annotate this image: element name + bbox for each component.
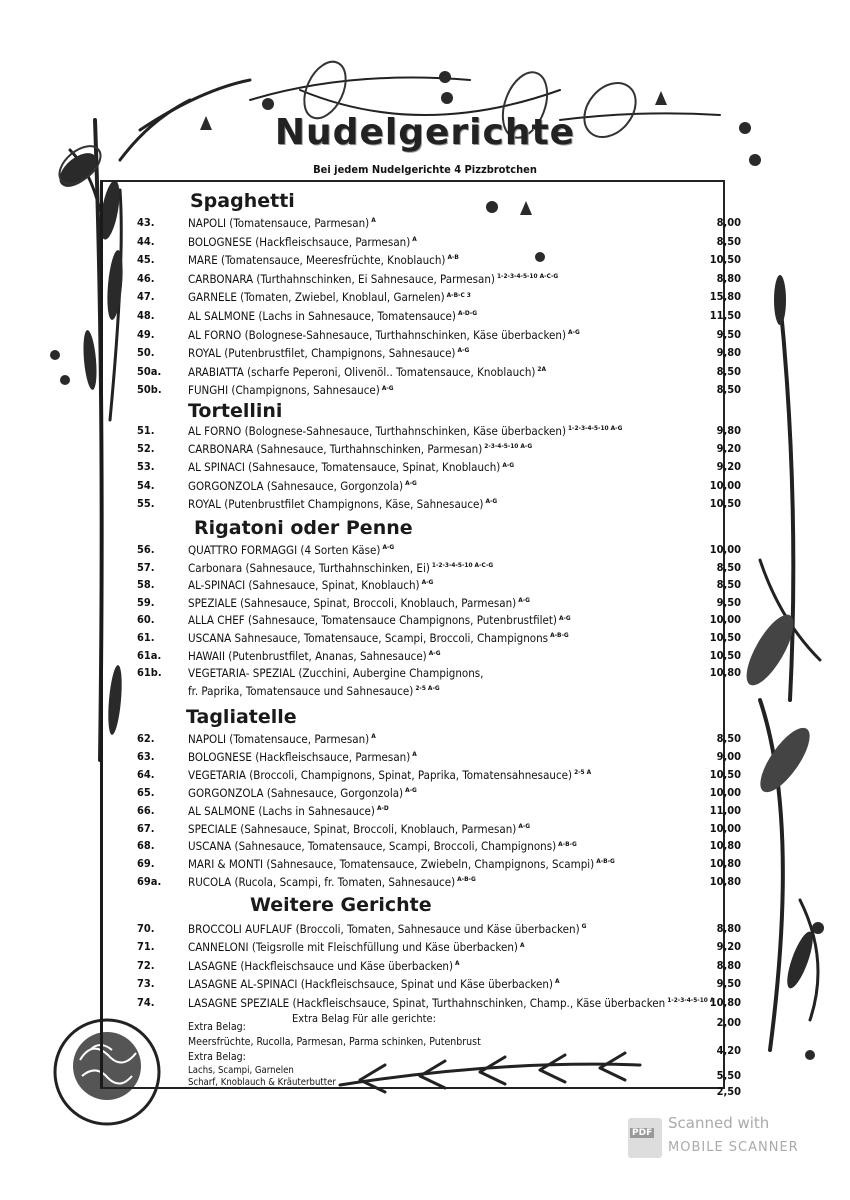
allergen-codes: A-B xyxy=(447,253,459,262)
item-description: VEGETARIA- SPEZIAL (Zucchini, Aubergine Champignons, xyxy=(188,666,484,681)
allergen-codes: 2-3-4-5-10 A-G xyxy=(484,442,533,451)
item-description: AL-SPINACI (Sahnesauce, Spinat, Knoblauch) xyxy=(188,578,420,593)
allergen-codes: A-B-G xyxy=(550,631,569,640)
item-name xyxy=(188,365,546,379)
item-number: 73. xyxy=(137,977,155,991)
item-number: 50a. xyxy=(137,364,162,378)
pdf-label: PDF xyxy=(632,1128,653,1138)
allergen-codes: A-G xyxy=(457,346,470,355)
item-description: NAPOLI (Tomatensauce, Parmesan) xyxy=(188,216,370,230)
item-number: 56. xyxy=(137,543,155,556)
item-description: AL SALMONE (Lachs in Sahnesauce, Tomatensauce) xyxy=(188,309,456,323)
item-price: 8,50 xyxy=(716,560,741,574)
item-number: 58. xyxy=(137,578,155,592)
item-number: 59. xyxy=(137,595,155,609)
item-price: 10,50 xyxy=(709,253,741,267)
item-name xyxy=(188,424,622,438)
item-description: USCANA Sahnesauce, Tomatensauce, Scampi, Broccoli, Champignons xyxy=(188,631,549,645)
item-number: 68. xyxy=(137,839,155,853)
allergen-codes: A-G xyxy=(518,595,530,604)
item-price: 10,50 xyxy=(709,767,741,781)
item-number: 45. xyxy=(137,253,155,267)
item-price: 9,20 xyxy=(716,940,741,954)
item-number: 43. xyxy=(137,216,155,229)
item-price: 10,80 xyxy=(709,875,741,889)
item-number: 60. xyxy=(137,613,155,627)
item-price: 10,80 xyxy=(709,995,741,1009)
item-price: 8,80 xyxy=(716,922,741,935)
menu-item xyxy=(0,479,850,497)
item-name xyxy=(188,235,417,249)
item-price: 10,00 xyxy=(709,785,741,799)
item-price: 9,80 xyxy=(716,424,741,437)
item-price: 8,50 xyxy=(716,383,741,397)
menu-item xyxy=(0,732,850,750)
allergen-codes: A-B-G xyxy=(596,857,615,866)
allergen-codes: 1-2-3-4-5-10 A xyxy=(667,995,715,1004)
menu-item xyxy=(0,460,850,478)
item-number: 70. xyxy=(137,922,155,935)
page-title: Nudelgerichte xyxy=(274,112,576,153)
item-description: ROYAL (Putenbrustfilet Champignons, Käse, Sahnesauce) xyxy=(188,496,484,511)
extras-price-1: 2,00 xyxy=(716,1016,741,1029)
section-title: Rigatoni oder Penne xyxy=(194,517,413,539)
item-description: MARI & MONTI (Sahnesauce, Tomatensauce, Zwiebeln, Champignons, Scampi) xyxy=(188,857,595,872)
allergen-codes: A xyxy=(519,940,525,949)
item-number: 64. xyxy=(137,767,155,781)
item-description: VEGETARIA (Broccoli, Champignons, Spinat, Paprika, Tomatensahnesauce) xyxy=(188,767,573,782)
item-description: fr. Paprika, Tomatensauce und Sahnesauce) xyxy=(188,683,414,698)
menu-item xyxy=(0,272,850,290)
item-price: 8,80 xyxy=(716,271,741,285)
extras-label-1: Extra Belag: xyxy=(188,1021,246,1033)
item-price: 9,20 xyxy=(716,442,741,456)
menu-item xyxy=(0,977,850,995)
menu-item xyxy=(0,424,850,442)
item-description: CARBONARA (Sahnesauce, Turthahnschinken, Parmesan) xyxy=(188,442,483,457)
item-number: 69a. xyxy=(137,875,162,889)
item-name xyxy=(188,272,558,286)
pdf-icon xyxy=(628,1118,662,1158)
item-description: USCANA (Sahnesauce, Tomatensauce, Scampi, Broccoli, Champignons) xyxy=(188,839,557,854)
item-description: AL SPINACI (Sahnesauce, Tomatensauce, Spinat, Knoblauch) xyxy=(188,460,501,475)
allergen-codes: A-G xyxy=(421,578,434,587)
item-number: 61. xyxy=(137,631,155,644)
item-name xyxy=(188,649,441,663)
item-description: CARBONARA (Turthahnschinken, Ei Sahnesauce, Parmesan) xyxy=(188,271,495,286)
section-title: Weitere Gerichte xyxy=(250,894,432,916)
item-number: 46. xyxy=(137,271,155,285)
item-number: 44. xyxy=(137,234,155,248)
allergen-codes: A-D-G xyxy=(457,309,478,318)
menu-item xyxy=(0,309,850,327)
item-price: 10,80 xyxy=(709,839,741,853)
item-price: 10,50 xyxy=(709,648,741,662)
item-name xyxy=(188,290,471,304)
allergen-codes: A xyxy=(455,958,460,967)
item-price: 9,20 xyxy=(716,460,741,474)
item-name xyxy=(188,822,530,836)
allergen-codes: A-B-G xyxy=(457,875,476,884)
extras-label-2: Extra Belag: xyxy=(188,1051,246,1063)
item-description: AL FORNO (Bolognese-Sahnesauce, Turthahnschinken, Käse überbacken) xyxy=(188,327,566,342)
menu-item xyxy=(0,235,850,253)
item-description: SPECIALE (Sahnesauce, Spinat, Broccoli, Knoblauch, Parmesan) xyxy=(188,821,517,836)
item-name xyxy=(188,216,376,230)
item-name xyxy=(188,613,571,627)
menu-item xyxy=(0,857,850,875)
section-title: Spaghetti xyxy=(190,190,295,212)
allergen-codes: A-B-G xyxy=(558,839,577,848)
item-number: 47. xyxy=(137,290,155,304)
menu-item xyxy=(0,497,850,515)
menu-item xyxy=(0,750,850,768)
menu-item xyxy=(0,996,850,1014)
item-number: 57. xyxy=(137,560,155,574)
item-price: 10,00 xyxy=(709,543,741,556)
item-number: 53. xyxy=(137,460,155,474)
menu-item xyxy=(0,561,850,579)
item-description: ARABIATTA (scharfe Peperoni, Olivenöl.. Tomatensauce, Knoblauch) xyxy=(188,364,536,379)
item-name xyxy=(188,631,569,645)
watermark-line-2: MOBILE SCANNER xyxy=(668,1140,799,1155)
item-description: AL FORNO (Bolognese-Sahnesauce, Turthahnschinken, Käse überbacken) xyxy=(188,424,566,438)
item-price: 9,80 xyxy=(716,346,741,360)
item-number: 55. xyxy=(137,496,155,510)
item-name xyxy=(188,383,394,397)
allergen-codes: A-G xyxy=(518,821,531,830)
item-price: 9,00 xyxy=(716,749,741,763)
item-number: 61a. xyxy=(137,648,162,662)
allergen-codes: A xyxy=(371,732,376,741)
menu-item xyxy=(0,768,850,786)
item-name xyxy=(188,596,530,610)
item-number: 49. xyxy=(137,327,155,341)
allergen-codes: 2-5 A-G xyxy=(415,683,440,692)
menu-item xyxy=(0,543,850,561)
item-name xyxy=(188,750,417,764)
menu-item xyxy=(0,290,850,308)
allergen-codes: A-G xyxy=(405,478,417,487)
item-name xyxy=(188,922,586,936)
item-price: 11,50 xyxy=(709,309,741,322)
item-description: HAWAII (Putenbrustfilet, Ananas, Sahnesauce) xyxy=(188,648,427,663)
extras-line-1: Meersfrüchte, Rucolla, Parmesan, Parma schinken, Putenbrust xyxy=(188,1036,481,1048)
item-name xyxy=(188,684,440,698)
item-name xyxy=(188,768,591,782)
item-price: 9,50 xyxy=(716,977,741,991)
allergen-codes: A-G xyxy=(502,460,515,469)
item-description: SPEZIALE (Sahnesauce, Spinat, Broccoli, Knoblauch, Parmesan) xyxy=(188,595,517,610)
item-price: 10,80 xyxy=(709,857,741,871)
item-name xyxy=(188,977,560,991)
item-name xyxy=(188,786,417,800)
allergen-codes: A-G xyxy=(381,383,394,392)
menu-item xyxy=(0,346,850,364)
menu-item xyxy=(0,804,850,822)
item-name xyxy=(188,875,476,889)
allergen-codes: A-G xyxy=(558,613,571,622)
menu-item xyxy=(0,959,850,977)
allergen-codes: A-D xyxy=(376,803,389,812)
item-price: 8,50 xyxy=(716,578,741,592)
item-name xyxy=(188,561,493,575)
item-description: QUATTRO FORMAGGI (4 Sorten Käse) xyxy=(188,543,381,557)
item-description: FUNGHI (Champignons, Sahnesauce) xyxy=(188,383,380,398)
menu-item xyxy=(0,940,850,958)
item-number: 72. xyxy=(137,958,155,972)
item-number: 65. xyxy=(137,785,155,799)
menu-item xyxy=(0,216,850,234)
item-description: LASAGNE AL-SPINACI (Hackfleischsauce, Spinat und Käse überbacken) xyxy=(188,977,553,992)
item-number: 71. xyxy=(137,940,155,954)
section-title: Tortellini xyxy=(188,400,283,422)
allergen-codes: A xyxy=(554,977,560,986)
extras-heading: Extra Belag Für alle gerichte: xyxy=(292,1012,436,1025)
item-description: Carbonara (Sahnesauce, Turthahnschinken, Ei) xyxy=(188,560,430,575)
item-number: 61b. xyxy=(137,666,162,680)
menu-item xyxy=(0,822,850,840)
item-number: 66. xyxy=(137,803,155,817)
item-description: BROCCOLI AUFLAUF (Broccoli, Tomaten, Sahnesauce und Käse überbacken) xyxy=(188,922,580,936)
item-description: AL SALMONE (Lachs in Sahnesauce) xyxy=(188,803,375,818)
menu-item xyxy=(0,666,850,684)
item-number: 69. xyxy=(137,857,155,871)
item-name xyxy=(188,959,460,973)
item-name xyxy=(188,346,469,360)
item-price: 8,00 xyxy=(716,216,741,229)
item-name xyxy=(188,442,532,456)
menu-item xyxy=(0,253,850,271)
allergen-codes: A xyxy=(412,750,417,759)
allergen-codes: A-G xyxy=(382,543,395,552)
item-name xyxy=(188,543,394,557)
item-price: 10,50 xyxy=(709,631,741,644)
item-name xyxy=(188,857,615,871)
item-name xyxy=(188,732,376,746)
allergen-codes: A-G xyxy=(567,327,580,336)
item-number: 50. xyxy=(137,346,155,360)
extras-price-2: 4,20 xyxy=(716,1044,741,1057)
menu-item xyxy=(0,631,850,649)
item-name xyxy=(188,839,577,853)
item-name xyxy=(188,996,714,1010)
menu-item xyxy=(0,649,850,667)
item-price: 9,50 xyxy=(716,595,741,609)
item-name xyxy=(188,497,497,511)
item-description: BOLOGNESE (Hackfleischsauce, Parmesan) xyxy=(188,749,411,764)
allergen-codes: A-G xyxy=(405,785,417,794)
menu-item xyxy=(0,922,850,940)
page-subtitle: Bei jedem Nudelgerichte 4 Pizzbrotchen xyxy=(313,163,537,176)
item-number: 63. xyxy=(137,749,155,763)
menu-item xyxy=(0,328,850,346)
item-name xyxy=(188,479,417,493)
allergen-codes: 1-2-3-4-5-10 A-C-G xyxy=(496,271,559,280)
item-description: BOLOGNESE (Hackfleischsauce, Parmesan) xyxy=(188,234,411,249)
item-price: 10,00 xyxy=(709,821,741,835)
item-description: GORGONZOLA (Sahnesauce, Gorgonzola) xyxy=(188,785,404,800)
allergen-codes: 1-2-3-4-5-10 A-G xyxy=(567,424,623,433)
allergen-codes: A-G xyxy=(428,648,441,657)
item-number: 67. xyxy=(137,821,155,835)
section-title: Tagliatelle xyxy=(186,706,297,728)
item-name xyxy=(188,460,514,474)
allergen-codes: A-B-C 3 xyxy=(446,290,471,299)
item-name xyxy=(188,309,477,323)
menu-item xyxy=(0,578,850,596)
menu-item xyxy=(0,365,850,383)
item-description: NAPOLI (Tomatensauce, Parmesan) xyxy=(188,732,370,746)
item-description: LASAGNE SPEZIALE (Hackfleischsauce, Spinat, Turthahnschinken, Champ., Käse überbacken xyxy=(188,995,666,1010)
item-price: 8,50 xyxy=(716,234,741,248)
allergen-codes: A-G xyxy=(485,496,498,505)
item-description: RUCOLA (Rucola, Scampi, fr. Tomaten, Sahnesauce) xyxy=(188,875,456,890)
item-description: ALLA CHEF (Sahnesauce, Tomatensauce Champignons, Putenbrustfilet) xyxy=(188,613,557,628)
item-price: 8,50 xyxy=(716,364,741,378)
allergen-codes: 1-2-3-4-5-10 A-C-G xyxy=(431,560,494,569)
allergen-codes: A xyxy=(371,216,376,225)
allergen-codes: 2-5 A xyxy=(574,767,592,776)
menu-item xyxy=(0,786,850,804)
menu-item xyxy=(0,596,850,614)
item-description: GORGONZOLA (Sahnesauce, Gorgonzola) xyxy=(188,478,404,493)
menu-item xyxy=(0,613,850,631)
allergen-codes: 2A xyxy=(537,364,547,373)
item-name xyxy=(188,578,433,592)
item-name xyxy=(188,804,389,818)
item-description: MARE (Tomatensauce, Meeresfrüchte, Knoblauch) xyxy=(188,253,446,268)
item-price: 10,50 xyxy=(709,496,741,510)
item-price: 15,80 xyxy=(709,290,741,304)
menu-item xyxy=(0,875,850,893)
item-description: CANNELONI (Teigsrolle mit Fleischfüllung und Käse überbacken) xyxy=(188,940,518,955)
item-price: 10,00 xyxy=(709,613,741,627)
extras-price-4: 2,50 xyxy=(716,1085,741,1098)
item-price: 10,00 xyxy=(709,478,741,492)
item-price: 8,50 xyxy=(716,732,741,745)
item-name xyxy=(188,940,525,954)
item-number: 51. xyxy=(137,424,155,437)
item-price: 9,50 xyxy=(716,327,741,341)
menu-item xyxy=(0,383,850,401)
menu-item xyxy=(0,684,850,702)
item-number: 74. xyxy=(137,995,155,1009)
item-price: 8,80 xyxy=(716,958,741,972)
item-description: LASAGNE (Hackfleischsauce und Käse überbacken) xyxy=(188,958,454,973)
extras-price-3: 5,50 xyxy=(716,1069,741,1082)
item-name xyxy=(188,328,580,342)
item-description: GARNELE (Tomaten, Zwiebel, Knoblaul, Garnelen) xyxy=(188,290,445,305)
item-number: 48. xyxy=(137,309,155,322)
extras-line-3: Scharf, Knoblauch & Kräuterbutter xyxy=(188,1077,336,1088)
menu-item xyxy=(0,442,850,460)
item-price: 10,80 xyxy=(709,666,741,680)
menu-item xyxy=(0,839,850,857)
allergen-codes: G xyxy=(581,922,587,931)
item-number: 62. xyxy=(137,732,155,745)
extras-line-2: Lachs, Scampi, Garnelen xyxy=(188,1065,294,1076)
item-name xyxy=(188,666,485,680)
item-number: 52. xyxy=(137,442,155,456)
item-description: ROYAL (Putenbrustfilet, Champignons, Sahnesauce) xyxy=(188,346,456,361)
watermark-line-1: Scanned with xyxy=(668,1114,770,1132)
item-price: 11,00 xyxy=(709,803,741,817)
item-number: 50b. xyxy=(137,383,162,397)
item-name xyxy=(188,253,459,267)
item-number: 54. xyxy=(137,478,155,492)
allergen-codes: A xyxy=(412,234,417,243)
